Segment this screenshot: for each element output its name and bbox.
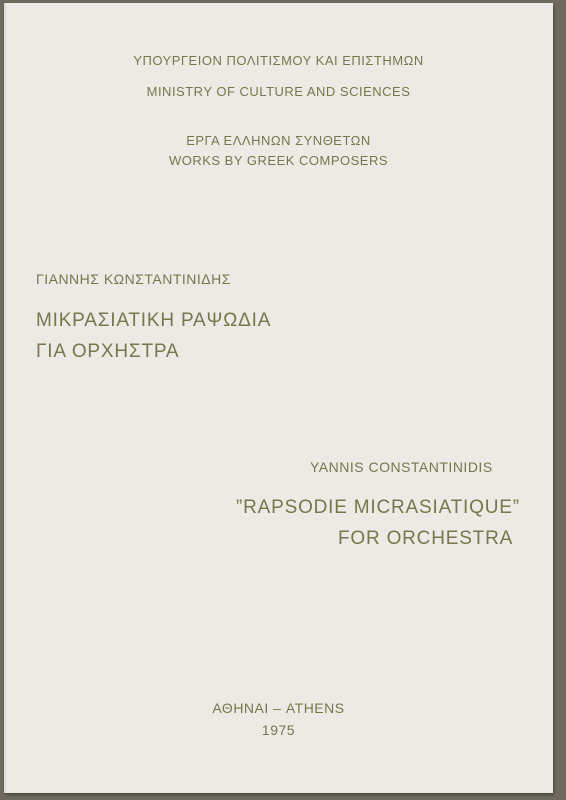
title-english-line2: FOR ORCHESTRA xyxy=(338,528,514,549)
spine-edge xyxy=(4,3,7,793)
ministry-greek: ΥΠΟΥΡΓΕΙΟΝ ΠΟΛΙΤΙΣΜΟΥ ΚΑΙ ΕΠΙΣΤΗΜΩΝ xyxy=(133,53,424,68)
title-greek-line2: ΓΙΑ ΟΡΧΗΣΤΡΑ xyxy=(36,341,180,362)
title-greek-line1: ΜΙΚΡΑΣΙΑΤΙΚΗ ΡΑΨΩΔΙΑ xyxy=(36,310,272,331)
ministry-english: MINISTRY OF CULTURE AND SCIENCES xyxy=(146,84,411,99)
publication-year: 1975 xyxy=(261,722,296,738)
title-english-line1: ”RAPSODIE MICRASIATIQUE” xyxy=(236,497,520,518)
cover-page xyxy=(4,3,553,793)
series-english: WORKS BY GREEK COMPOSERS xyxy=(168,153,389,168)
composer-greek: ΓΙΑΝΝΗΣ ΚΩΝΣΤΑΝΤΙΝΙΔΗΣ xyxy=(36,271,231,287)
publication-place: ΑΘΗΝΑΙ – ATHENS xyxy=(212,700,345,716)
series-greek: ΕΡΓΑ ΕΛΛΗΝΩΝ ΣΥΝΘΕΤΩΝ xyxy=(186,133,371,148)
composer-english: YANNIS CONSTANTINIDIS xyxy=(310,459,493,475)
